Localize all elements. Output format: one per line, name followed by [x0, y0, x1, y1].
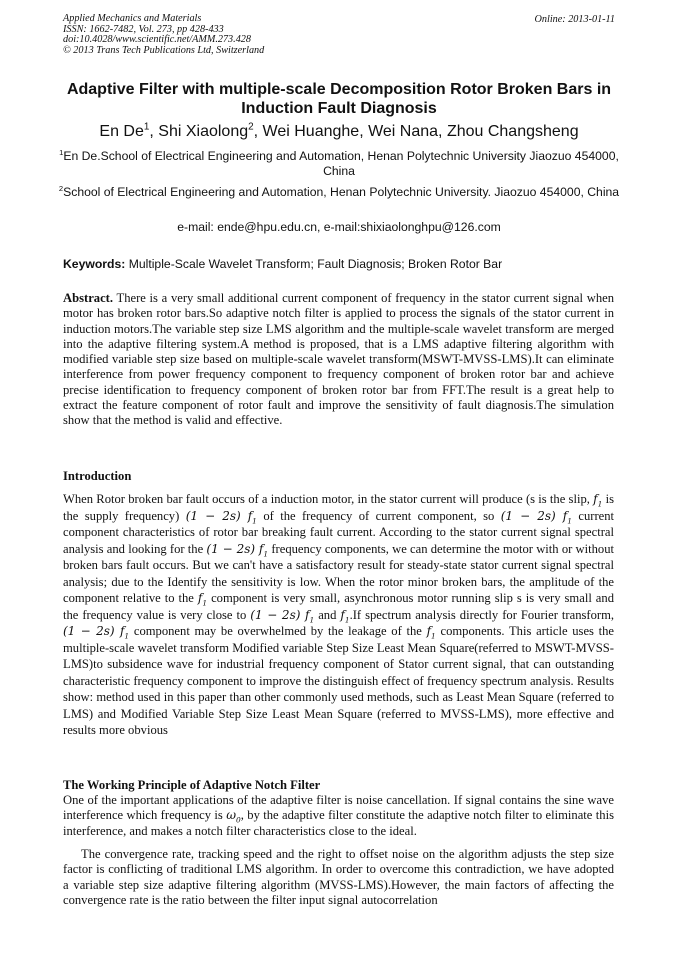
math-expression: (1 − 2s) $f_1$ [206, 541, 269, 558]
intro-text: .If spectrum analysis directly for Fourier transform, [349, 607, 615, 622]
math-expression: (1 − 2s) $f_1$ [63, 624, 130, 641]
section-paragraph [63, 793, 614, 839]
author-name: En De [99, 123, 144, 140]
author-name: Shi Xiaolong [158, 123, 249, 140]
section-heading: The Working Principle of Adaptive Notch Filter [63, 778, 321, 792]
author-list: En De$^1$, Shi Xiaolong$^2$, Wei Huanghe, Wei Nana, Zhou Changsheng [99, 121, 579, 140]
author-name: Wei Huanghe [262, 123, 360, 140]
math-expression: (1 − 2s) $f_1$ [500, 508, 572, 525]
affiliation-marker: 1 [59, 147, 64, 157]
intro-text: and [318, 607, 337, 622]
affiliation-1 [58, 149, 620, 179]
keywords [63, 257, 502, 271]
affiliation-2 [58, 185, 620, 200]
keywords-text: Multiple-Scale Wavelet Transform; Fault Diagnosis; Broken Rotor Bar [128, 257, 503, 271]
section-paragraph-2: The convergence rate, tracking speed and the right to offset noise on the algorithm adjusts the step size factor is conflicting of traditional LMS algorithm. In order to overcome this contradiction, we have adopted a variable step size adaptive filtering algorithm (MVSS-LMS).However, the main factors of affecting the convergence rate is the ratio between the filter input signal autocorrelation [63, 847, 614, 907]
intro-text: is the supply frequency) [63, 492, 614, 523]
affiliation-text: En De.School of Electrical Engineering and Automation, Henan Polytechnic University Jiaozuo 454000, China [63, 149, 619, 179]
intro-text: current component characteristics of rotor bar breaking fault current. According to the stator current signal spectral analysis and looking for the [63, 508, 615, 556]
email-line: e-mail: ende@hpu.edu.cn, e-mail:shixiaolonghpu@126.com [177, 220, 501, 234]
math-f1: $f_1$ [340, 607, 350, 624]
math-f1: $f_1$ [197, 591, 208, 608]
journal-name: Applied Mechanics and Materials [63, 13, 202, 24]
intro-text: components. This article uses the multiple-scale wavelet transform Modified variable Step Size Least Mean Square(referred to MSWT-MVSS-LMS)to subsidence wave for industrial frequency component of Stator current signal, that can outstanding characteristic frequency component to improve the distinguish effect of frequency spectrum analysis. Results show: method used in this paper than other commonly used methods, such as Least Mean Square (referred to LMS) and Modified Variable Step Size Least Mean Square (referred to MVSS-LMS), more effective and results more obvious [63, 624, 615, 737]
author-name: Wei Nana [368, 123, 439, 140]
keywords-label: Keywords: [63, 257, 126, 271]
math-f1: $f_1$ [426, 624, 436, 641]
abstract-label: Abstract. [63, 291, 114, 305]
journal-doi: doi:10.4028/www.scientific.net/AMM.273.428 [63, 34, 251, 46]
abstract-text: There is a very small additional current component of frequency in the stator current signal when motor has broken rotor bars.So adaptive notch filter is applied to process the signals of the stator current in induction motors.The variable step size LMS algorithm and the multiple-scale wavelet transform are merged into the adaptive filtering system.A method is proposed, that is a LMS adaptive filtering algorithm with modified variable step size based on multiple-scale wavelet transform(MSWT-MVSS-LMS).It can eliminate interference from power frequency component to frequency component of broken rotor bar and achieve precise identification to frequency component of broken rotor bar from FFT.The result is a great help to extract the feature component of rotor fault and improve the sensitivity of fault diagnosis.The simulation show that the method is valid and effective. [63, 291, 614, 428]
math-expression: (1 − 2s) $f_1$ [185, 508, 257, 525]
introduction-heading: Introduction [63, 469, 132, 483]
journal-copyright: © 2013 Trans Tech Publications Ltd, Switzerland [63, 44, 265, 56]
math-f1: $f_1$ [593, 492, 603, 509]
abstract [63, 291, 614, 429]
intro-text: of the frequency of current component, so [263, 508, 495, 523]
affiliation-marker: 2 [58, 183, 64, 193]
author-name: Zhou Changsheng [446, 123, 579, 140]
author-affiliation-marker: 2 [248, 121, 254, 133]
affiliation-text: School of Electrical Engineering and Automation, Henan Polytechnic University. Jiaozuo 454000, China [63, 185, 620, 199]
online-date: Online: 2013-01-11 [534, 14, 615, 25]
intro-text: When Rotor broken bar fault occurs of a induction motor, in the stator current will produce (s is the slip, [63, 492, 590, 506]
section-text: , by the adaptive filter constitute the adaptive notch filter to eliminate this interference, and makes a notch filter characteristics close to the ideal. [63, 808, 614, 838]
author-affiliation-marker: 1 [143, 121, 150, 133]
introduction-paragraph [63, 491, 614, 739]
journal-header [63, 14, 264, 56]
intro-text: component may be overwhelmed by the leakage of the [133, 624, 422, 638]
intro-text: frequency components, we can determine the motor with or without broken bars fault occurs. But we can't have a satisfactory result for steady-state stator current signal spectral analysis; due to the Identify the sensitivity is low. When the rotor minor broken bars, the amplitude of the component relative to the [63, 541, 615, 605]
journal-issn: ISSN: 1662-7482, Vol. 273, pp 428-433 [63, 23, 224, 35]
math-omega: $\omega_0$ [226, 808, 241, 825]
section-text: One of the important applications of the adaptive filter is noise cancellation. If signal contains the sine wave interference which frequency is [63, 793, 614, 823]
intro-text: component is very small, asynchronous motor running slip s is very small and the frequency value is very close to [63, 591, 614, 622]
paper-title: Adaptive Filter with multiple-scale Decomposition Rotor Broken Bars in Induction Fault Diagnosis [66, 81, 612, 117]
math-expression: (1 − 2s) $f_1$ [250, 607, 315, 624]
